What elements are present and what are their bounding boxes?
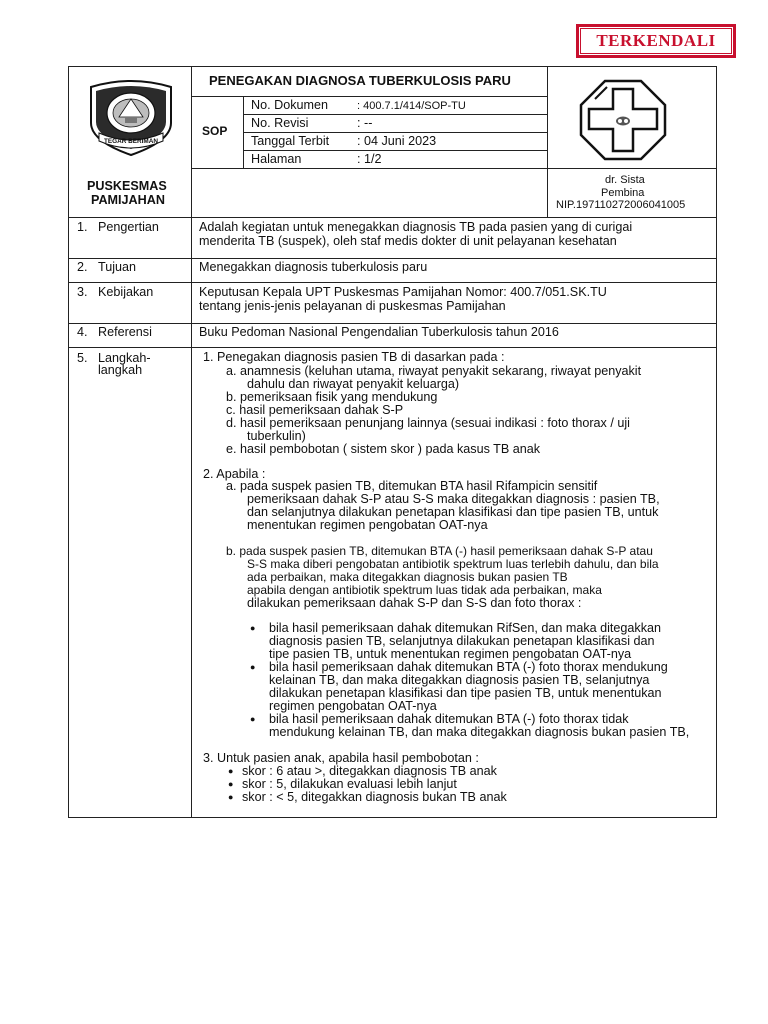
section-label-steps-cont: langkah [98,363,143,377]
step-line: skor : 6 atau >, ditegakkan diagnosis TB anak [242,764,497,778]
signer-nip: NIP.197110272006041005 [556,199,686,211]
status-stamp-label: TERKENDALI [580,28,732,54]
step-line: bila hasil pemeriksaan dahak ditemukan BTA (-) foto thorax tidak [269,712,629,726]
row-divider [69,347,716,348]
row-divider [69,282,716,283]
step-line: tipe pasien TB, untuk menentukan regimen pengobatan OAT-nya [269,647,632,661]
header-divider [191,168,717,169]
step-line: bila hasil pemeriksaan dahak ditemukan BTA (-) foto thorax mendukung [269,660,668,674]
step-line: regimen pengobatan OAT-nya [269,699,437,713]
section-number: 1. [77,220,88,234]
bullet-icon: ● [250,714,256,724]
puskesmas-logo [577,77,669,161]
step-line: tuberkulin) [247,429,306,443]
shield-emblem-icon [85,77,177,157]
meta-value-document-number: : 400.7.1/414/SOP-TU [357,100,466,112]
step-line: mendukung kelainan TB, dan maka ditegakkan diagnosis bukan pasien TB, [269,725,690,739]
section-text-line: Adalah kegiatan untuk menegakkan diagnosis TB pada pasien yang di curigai [199,220,633,234]
step-line: d. hasil pemeriksaan penunjang lainnya (sesuai indikasi : foto thorax / uji [226,416,630,430]
step-line: bila hasil pemeriksaan dahak ditemukan RifSen, dan maka ditegakkan [269,621,662,635]
section-number: 4. [77,325,88,339]
regency-logo [85,77,177,157]
health-cross-icon [577,77,669,161]
bullet-icon: ● [250,662,256,672]
meta-label-issue-date: Tanggal Terbit [251,134,330,148]
step-line: e. hasil pembobotan ( sistem skor ) pada kasus TB anak [226,442,541,456]
org-name-line1: PUSKESMAS [87,179,167,193]
section-label-definition: Pengertian [98,220,159,234]
title-underline [191,96,548,97]
step-line: 2. Apabila : [203,467,266,481]
column-divider-left [191,67,192,818]
step-line: dilakukan penetapan klasifikasi dan tipe pasien TB, untuk menentukan [269,686,662,700]
section-text-line: menderita TB (suspek), oleh staf medis dokter di unit pelayanan kesehatan [199,234,617,248]
column-divider-right [547,67,548,217]
step-line: dan selanjutnya dilakukan penetapan klasifikasi dan tipe pasien TB, untuk [247,505,659,519]
signer-name: dr. Sista [605,174,645,186]
step-line: b. pemeriksaan fisik yang mendukung [226,390,438,404]
section-label-steps: Langkah- [98,351,151,365]
step-line: c. hasil pemeriksaan dahak S-P [226,403,404,417]
step-line: skor : 5, dilakukan evaluasi lebih lanjut [242,777,457,791]
section-text-line: Keputusan Kepala UPT Puskesmas Pamijahan Nomor: 400.7/051.SK.TU [199,285,607,299]
sop-label: SOP [202,124,228,138]
step-line: 1. Penegakan diagnosis pasien TB di dasarkan pada : [203,350,505,364]
step-line: skor : < 5, ditegakkan diagnosis bukan TB anak [242,790,507,804]
section-text-line: Buku Pedoman Nasional Pengendalian Tuberkulosis tahun 2016 [199,325,559,339]
section-label-purpose: Tujuan [98,260,137,274]
step-line: dahulu dan riwayat penyakit keluarga) [247,377,460,391]
step-line: 3. Untuk pasien anak, apabila hasil pembobotan : [203,751,479,765]
meta-row-line [243,150,548,151]
step-line: a. anamnesis (keluhan utama, riwayat penyakit sekarang, riwayat penyakit [226,364,642,378]
row-divider [69,258,716,259]
step-line: S-S maka diberi pengobatan antibiotik spektrum luas terlebih dahulu, dan bila [247,557,659,571]
sop-document [68,66,717,818]
section-label-reference: Referensi [98,325,152,339]
section-label-policy: Kebijakan [98,285,154,299]
section-text-line: Menegakkan diagnosis tuberkulosis paru [199,260,428,274]
org-name-line2: PAMIJAHAN [91,193,165,207]
document-title: PENEGAKAN DIAGNOSA TUBERKULOSIS PARU [209,73,511,88]
meta-value-page: : 1/2 [357,152,382,166]
bullet-icon: ● [228,779,234,789]
step-line: b. pada suspek pasien TB, ditemukan BTA (-) hasil pemeriksaan dahak S-P atau [226,544,653,558]
svg-text:TEGAR BERIMAN: TEGAR BERIMAN [104,138,158,145]
bullet-icon: ● [228,792,234,802]
section-number: 3. [77,285,88,299]
step-line: diagnosis pasien TB, selanjutnya dilakukan penetapan klasifikasi dan [269,634,655,648]
row-divider [69,217,716,218]
meta-value-revision: : -- [357,116,373,130]
signer-rank: Pembina [601,187,645,199]
step-line: pemeriksaan dahak S-P atau S-S maka ditegakkan diagnosis : pasien TB, [247,492,660,506]
step-line: menentukan regimen pengobatan OAT-nya [247,518,488,532]
meta-row-line [243,114,548,115]
meta-value-issue-date: : 04 Juni 2023 [357,134,437,148]
bullet-icon: ● [228,766,234,776]
meta-label-page: Halaman [251,152,302,166]
section-text-line: tentang jenis-jenis pelayanan di puskesmas Pamijahan [199,299,506,313]
step-line: apabila dengan antibiotik spektrum luas tidak ada perbaikan, maka [247,583,602,597]
step-line: ada perbaikan, maka ditegakkan diagnosis bukan pasien TB [247,570,568,584]
step-line: kelainan TB, dan maka ditegakkan diagnosis pasien TB, selanjutnya [269,673,650,687]
meta-row-line [243,132,548,133]
meta-label-revision: No. Revisi [251,116,309,130]
section-number: 2. [77,260,88,274]
bullet-icon: ● [250,623,256,633]
step-line: dilakukan pemeriksaan dahak S-P dan S-S dan foto thorax : [247,596,582,610]
meta-label-document-number: No. Dokumen [251,98,328,112]
status-stamp [576,24,736,58]
section-number: 5. [77,351,88,365]
row-divider [69,323,716,324]
step-line: a. pada suspek pasien TB, ditemukan BTA hasil Rifampicin sensitif [226,479,598,493]
